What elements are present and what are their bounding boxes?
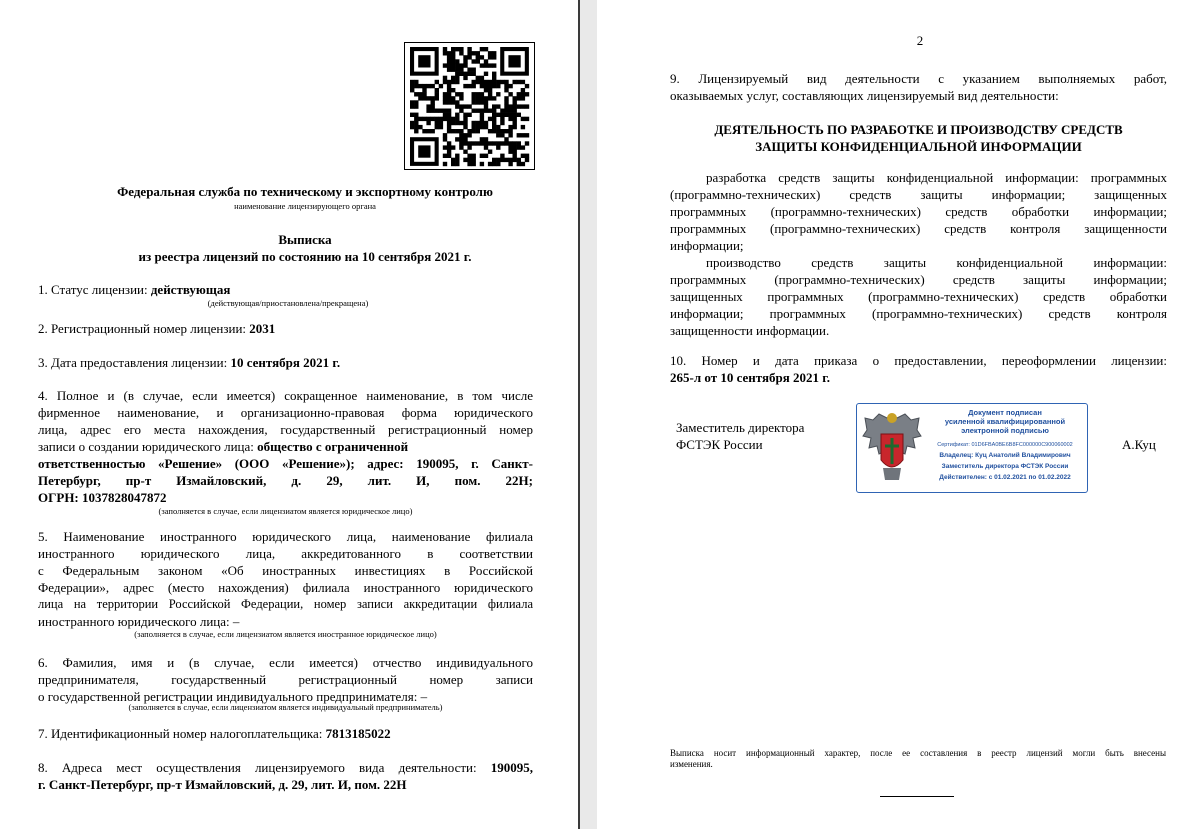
item-7: [38, 725, 391, 742]
item-4-line: 4. Полное и (в случае, если имеется) сокращенное наименование, в том числе: [38, 388, 533, 403]
signer-name: А.Куц: [1122, 437, 1156, 452]
item-4-line4-plain: записи о создании юридического лица:: [38, 439, 258, 454]
item-4-line: лица, адрес его места нахождения, государственный регистрационный номер: [38, 422, 533, 437]
page-number: 2: [916, 33, 924, 48]
emblem-icon: [861, 408, 923, 488]
page-separator: [578, 0, 580, 829]
document-title: Выписка: [278, 232, 332, 247]
activity-line: программных (программно-технических) средств защиты информации;: [670, 272, 1167, 287]
item-8-address: г. Санкт-Петербург, пр-т Измайловский, д. 29, лит. И, пом. 22Н: [38, 777, 407, 792]
item-2-label: 2. Регистрационный номер лицензии:: [38, 321, 250, 336]
stamp-position: Заместитель директора ФСТЭК России: [941, 463, 1069, 470]
item-7-value: 7813185022: [325, 726, 391, 741]
item-6-caption: (заполняется в случае, если лицензиатом является индивидуальный предприниматель): [128, 702, 443, 712]
item-4-caption: (заполняется в случае, если лицензиатом является юридическое лицо): [158, 506, 413, 516]
item-4-ogrn: ОГРН: 1037828047872: [38, 490, 167, 505]
agency-caption: наименование лицензирующего органа: [234, 201, 376, 211]
item-5-line: иностранного юридического лица: –: [38, 614, 240, 629]
item-5-line: иностранного юридического лица, аккредитованного в соответствии: [38, 546, 533, 561]
item-3-value: 10 сентября 2021 г.: [230, 355, 341, 370]
agency-name: Федеральная служба по техническому и экспортному контролю: [117, 184, 493, 199]
item-8-line1-plain: 8. Адреса мест осуществления лицензируемого вида деятельности:: [38, 760, 491, 775]
item-8-line1-bold: 190095,: [490, 760, 533, 775]
item-6-line: 6. Фамилия, имя и (в случае, если имеется) отчество индивидуального: [38, 655, 533, 670]
stamp-title: электронной подписью: [961, 426, 1049, 435]
item-3: [38, 354, 340, 371]
item-5-line: Федерации», адрес (место нахождения) филиала иностранного юридического: [38, 580, 533, 595]
stamp-title: усиленной квалифицированной: [944, 417, 1066, 426]
item-5-line: лица на территории Российской Федерации, номер записи аккредитации филиала: [38, 597, 533, 611]
activity-line: разработка средств защиты конфиденциальной информации: программных: [706, 170, 1167, 185]
activity-line: защищенных программных (программно-технических) средств обработки: [670, 289, 1167, 304]
stamp-title: Документ подписан: [968, 408, 1042, 417]
bottom-rule: [880, 796, 954, 797]
item-1: [38, 281, 230, 298]
item-4-line: фирменное наименование, и организационно-правовая форма юридического: [38, 405, 533, 420]
qr-code: [404, 42, 535, 170]
page-1: [0, 0, 578, 829]
item-10-order: 265-л от 10 сентября 2021 г.: [670, 370, 830, 385]
activity-line: программных (программно-технических) средств обработки информации;: [670, 204, 1167, 219]
activity-title: ЗАЩИТЫ КОНФИДЕНЦИАЛЬНОЙ ИНФОРМАЦИИ: [755, 139, 1082, 154]
item-2-value: 2031: [249, 321, 276, 336]
signature-stamp: [856, 403, 1088, 493]
activity-title: ДЕЯТЕЛЬНОСТЬ ПО РАЗРАБОТКЕ И ПРОИЗВОДСТВУ СРЕДСТВ: [714, 122, 1123, 137]
activity-line: защищенности информации.: [670, 323, 830, 338]
activity-line: производство средств защиты конфиденциальной информации:: [706, 255, 1167, 270]
item-6-line: предпринимателя, государственный регистрационный номер записи: [38, 672, 533, 687]
item-7-label: 7. Идентификационный номер налогоплательщика:: [38, 726, 326, 741]
stamp-owner: Владелец: Куц Анатолий Владимирович: [939, 452, 1071, 459]
footnote-line: изменения.: [670, 759, 713, 769]
item-4-bold-line: ответственностью «Решение» (ООО «Решение»); адрес: 190095, г. Санкт-: [38, 456, 533, 471]
item-4-line4-bold: общество с ограниченной: [257, 439, 409, 454]
item-5-caption: (заполняется в случае, если лицензиатом является иностранное юридическое лицо): [134, 629, 437, 639]
item-5-line: с Федеральным законом «Об иностранных инвестициях в Российской: [38, 563, 533, 578]
item-5-line: 5. Наименование иностранного юридического лица, наименование филиала: [38, 529, 533, 544]
item-2: [38, 320, 275, 337]
item-1-value: действующая: [150, 282, 231, 297]
item-10-line: 10. Номер и дата приказа о предоставлении, переоформлении лицензии:: [670, 353, 1167, 368]
item-8-line: [38, 759, 533, 776]
item-4-bold-line: Петербург, пр-т Измайловский, д. 29, лит. И, пом. 22Н;: [38, 473, 533, 488]
activity-line: (программно-технических) средств защиты информации; защищенных: [670, 187, 1167, 202]
signer-position: Заместитель директора: [676, 420, 805, 435]
stamp-certificate: Сертификат: 01D6FBA0BE6B8FC000000C900060002: [937, 442, 1073, 448]
item-4-line: [38, 438, 533, 455]
item-1-label: 1. Статус лицензии:: [38, 282, 151, 297]
stamp-validity: Действителен: с 01.02.2021 по 01.02.2022: [939, 474, 1071, 481]
activity-line: программных (программно-технических) средств контроля защищенности: [670, 221, 1167, 236]
item-1-caption: (действующая/приостановлена/прекращена): [207, 298, 369, 308]
item-3-label: 3. Дата предоставления лицензии:: [38, 355, 231, 370]
item-6-line: о государственной регистрации индивидуального предпринимателя: –: [38, 689, 428, 704]
item-9-line: 9. Лицензируемый вид деятельности с указанием выполняемых работ,: [670, 71, 1167, 86]
activity-line: информации;: [670, 238, 744, 253]
document-subtitle: из реестра лицензий по состоянию на 10 сентября 2021 г.: [138, 249, 472, 264]
signer-position: ФСТЭК России: [676, 437, 763, 452]
qr-code-image: [405, 43, 534, 169]
footnote-line: Выписка носит информационный характер, после ее составления в реестр лицензий могли быть внесены: [670, 748, 1166, 758]
activity-line: информации; программных (программно-технических) средств контроля: [670, 306, 1167, 321]
item-9-line: оказываемых услуг, составляющих лицензируемый вид деятельности:: [670, 88, 1059, 103]
